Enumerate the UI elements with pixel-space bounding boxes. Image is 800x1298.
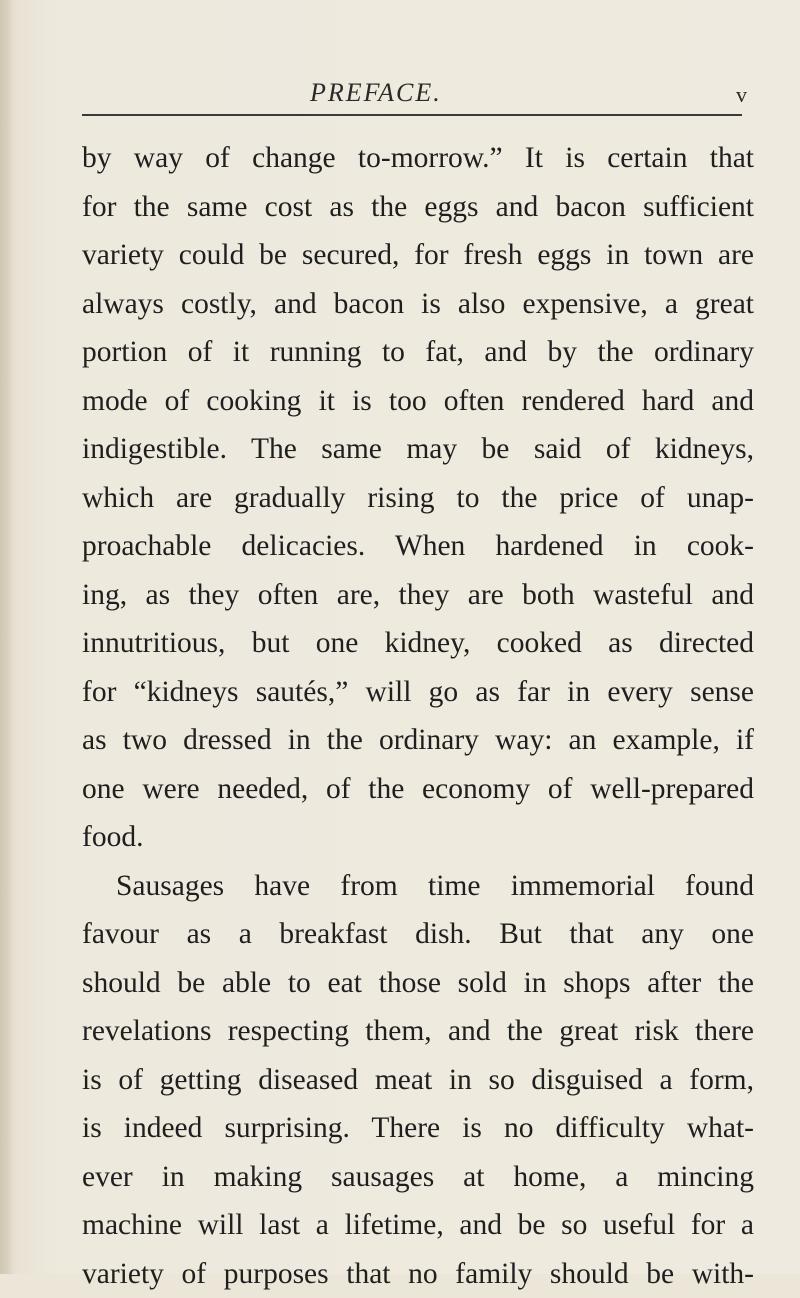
page-header (0, 78, 800, 118)
text-line: portion of it running to fat, and by the ordinary (82, 328, 754, 377)
text-line: one were needed, of the economy of well-prepared (82, 765, 754, 814)
text-line: is indeed surprising. There is no difficulty what- (82, 1104, 754, 1153)
text-line: mode of cooking it is too often rendered hard and (82, 377, 754, 426)
text-line: machine will last a lifetime, and be so useful for a (82, 1201, 754, 1250)
page-edge-shadow (0, 0, 14, 1274)
text-line: innutritious, but one kidney, cooked as directed (82, 619, 754, 668)
text-line: revelations respecting them, and the great risk there (82, 1007, 754, 1056)
header-rule (82, 114, 742, 116)
text-line: variety of purposes that no family should be with- (82, 1250, 754, 1298)
text-line: ever in making sausages at home, a mincing (82, 1153, 754, 1202)
text-line: variety could be secured, for fresh eggs in town are (82, 231, 754, 280)
text-line: for “kidneys sautés,” will go as far in every sense (82, 668, 754, 717)
text-line: by way of change to-morrow.” It is certain that (82, 134, 754, 183)
body-text (82, 134, 754, 1298)
text-line: food. (82, 813, 754, 862)
text-line: for the same cost as the eggs and bacon sufficient (82, 183, 754, 232)
running-head: PREFACE. (310, 78, 442, 108)
text-line: ing, as they often are, they are both wasteful and (82, 571, 754, 620)
page-number: v (736, 82, 747, 108)
text-line: always costly, and bacon is also expensive, a great (82, 280, 754, 329)
text-line: proachable delicacies. When hardened in cook- (82, 522, 754, 571)
text-line: Sausages have from time immemorial found (82, 862, 754, 911)
text-line: indigestible. The same may be said of kidneys, (82, 425, 754, 474)
text-line: as two dressed in the ordinary way: an example, if (82, 716, 754, 765)
text-line: should be able to eat those sold in shops after the (82, 959, 754, 1008)
text-line: is of getting diseased meat in so disguised a form, (82, 1056, 754, 1105)
text-line: favour as a breakfast dish. But that any one (82, 910, 754, 959)
text-line: which are gradually rising to the price of unap- (82, 474, 754, 523)
